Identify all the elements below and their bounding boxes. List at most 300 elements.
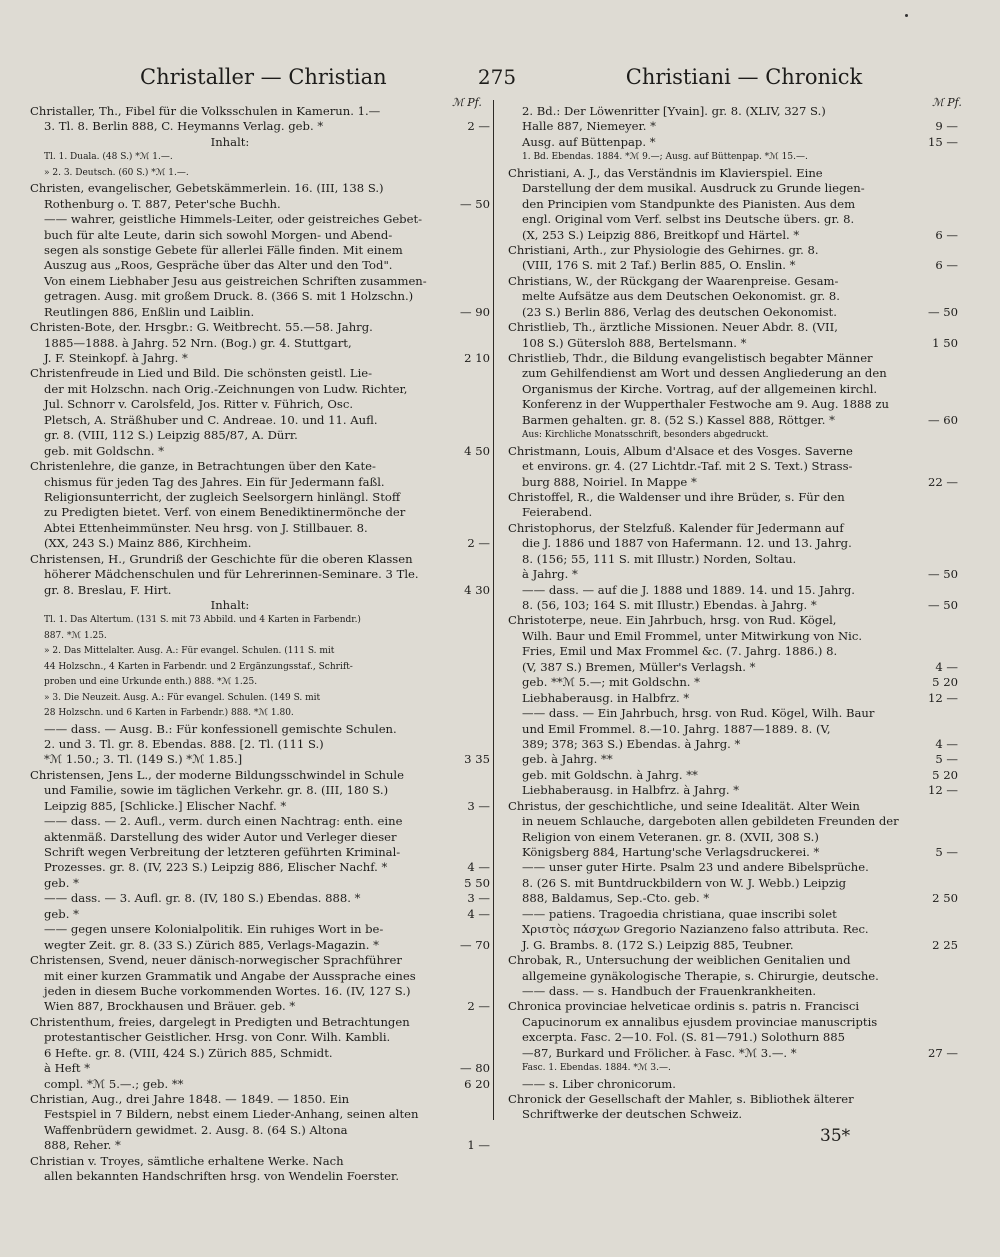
- entry-text: —— wahrer, geistliche Himmels-Leiter, oder geistreiches Gebet-: [44, 212, 423, 227]
- entry-text: den Principien vom Standpunkte des Pianisten. Aus dem: [522, 196, 856, 211]
- entry-text: geb. mit Goldschn. *: [44, 443, 165, 458]
- catalog-line: [508, 783, 958, 798]
- entry-text: 8. (156; 55, 111 S. mit Illustr.) Norden, Soltau.: [522, 551, 797, 566]
- entry-text: » 2. Das Mittelalter. Ausg. A.: Für evangel. Schulen. (111 S. mit: [44, 646, 335, 657]
- price: 2 10: [464, 351, 490, 365]
- catalog-line: [508, 552, 958, 567]
- entry-text: 28 Holzschn. und 6 Karten in Farbendr.) 888. *ℳ 1.80.: [44, 708, 294, 719]
- page-number: 275: [477, 65, 517, 89]
- entry-text: Christensen, Svend, neuer dänisch-norwegischer Sprachführer: [30, 953, 402, 968]
- catalog-line: [508, 382, 958, 397]
- entry-text: —— dass. — 2. Aufl., verm. durch einen Nachtrag: enth. eine: [44, 814, 403, 829]
- currency-header-left: ℳ Pf.: [452, 96, 482, 109]
- entry-text: à Jahrg. *: [522, 567, 578, 582]
- price: 2 —: [467, 119, 490, 134]
- price: 3 35: [464, 752, 490, 767]
- price: 5 20: [932, 767, 958, 782]
- entry-text: protestantischer Geistlicher. Hrsg. von Conr. Wilh. Kambli.: [44, 1030, 391, 1045]
- catalog-line: [30, 305, 490, 320]
- catalog-line: [30, 166, 490, 181]
- catalog-line: [30, 907, 490, 922]
- entry-text: Inhalt:: [210, 134, 250, 149]
- entry-text: 6 Hefte. gr. 8. (VIII, 424 S.) Zürich 885, Schmidt.: [44, 1045, 333, 1060]
- entry-text: höherer Mädchenschulen und für Lehrerinnen-Seminare. 3 Tle.: [44, 567, 419, 582]
- catalog-line: [508, 752, 958, 767]
- catalog-line: [30, 1030, 490, 1045]
- catalog-line: [508, 999, 958, 1014]
- catalog-line: [508, 475, 958, 490]
- catalog-line: [30, 1154, 490, 1169]
- catalog-line: [508, 675, 958, 690]
- price: 22 —: [927, 474, 958, 489]
- entry-text: (V, 387 S.) Bremen, Müller's Verlagsh. *: [522, 659, 756, 674]
- entry-text: Jul. Schnorr v. Carolsfeld, Jos. Ritter v. Führich, Osc.: [44, 397, 353, 412]
- signature-mark: 35*: [820, 1126, 851, 1146]
- catalog-line: [508, 305, 958, 320]
- catalog-line: [508, 228, 958, 243]
- catalog-line: [508, 660, 958, 675]
- catalog-line: [30, 999, 490, 1014]
- entry-text: —— unser guter Hirte. Psalm 23 und andere Bibelsprüche.: [522, 860, 869, 875]
- entry-text: der mit Holzschn. nach Orig.-Zeichnungen von Ludw. Richter,: [44, 381, 408, 396]
- entry-text: chismus für jeden Tag des Jahres. Ein für Jedermann faßl.: [44, 474, 385, 489]
- catalog-line: [508, 814, 958, 829]
- entry-text: Wien 887, Brockhausen und Bräuer. geb. *: [44, 999, 296, 1014]
- catalog-line: [508, 351, 958, 366]
- catalog-line: [508, 1077, 958, 1092]
- entry-text: (VIII, 176 S. mit 2 Taf.) Berlin 885, O. Enslin. *: [522, 258, 796, 273]
- catalog-line: [30, 922, 490, 937]
- catalog-line: [508, 891, 958, 906]
- catalog-line: [30, 505, 490, 520]
- catalog-line: [508, 258, 958, 273]
- entry-text: Christensen, Jens L., der moderne Bildungsschwindel in Schule: [30, 767, 405, 782]
- catalog-line: [30, 397, 490, 412]
- catalog-line: [508, 1015, 958, 1030]
- catalog-line: [30, 135, 490, 150]
- price: 5 —: [935, 752, 958, 767]
- catalog-line: [30, 799, 490, 814]
- price: — 90: [459, 304, 490, 319]
- catalog-line: [30, 1107, 490, 1122]
- entry-text: 389; 378; 363 S.) Ebendas. à Jahrg. *: [522, 736, 741, 751]
- catalog-line: [508, 567, 958, 582]
- catalog-line: [508, 830, 958, 845]
- entry-text: —— s. Liber chronicorum.: [522, 1076, 676, 1091]
- entry-text: in neuem Schlauche, dargeboten allen gebildeten Freunden der: [522, 814, 899, 829]
- entry-text: gr. 8. (VIII, 112 S.) Leipzig 885/87, A. Dürr.: [44, 428, 298, 443]
- entry-text: 2. Bd.: Der Löwenritter [Yvain]. gr. 8. (XLIV, 327 S.): [522, 104, 826, 118]
- catalog-line: [508, 320, 958, 335]
- running-head-left: Christaller — Christian: [140, 65, 387, 89]
- entry-text: proben und eine Urkunde enth.) 888. *ℳ 1.25.: [44, 677, 258, 688]
- entry-text: Christian v. Troyes, sämtliche erhaltene Werke. Nach: [30, 1153, 344, 1168]
- price: 27 —: [927, 1045, 958, 1060]
- catalog-line: [30, 860, 490, 875]
- price: 4 30: [464, 582, 490, 597]
- catalog-line: [508, 845, 958, 860]
- catalog-line: [30, 953, 490, 968]
- catalog-line: [30, 197, 490, 212]
- catalog-line: [30, 428, 490, 443]
- entry-text: Inhalt:: [210, 598, 250, 612]
- catalog-line: [30, 552, 490, 567]
- entry-text: Schrift wegen Verbreitung der letzteren geführten Kriminal-: [44, 845, 401, 859]
- catalog-line: [30, 660, 490, 675]
- catalog-line: [508, 521, 958, 536]
- catalog-line: [30, 351, 490, 366]
- catalog-line: [30, 1046, 490, 1061]
- right-column: [508, 104, 958, 1123]
- entry-text: Pletsch, A. Sträßhuber und C. Andreae. 10. und 11. Aufl.: [44, 412, 378, 427]
- entry-text: —87, Burkard und Frölicher. à Fasc. *ℳ 3.—. *: [522, 1045, 797, 1060]
- entry-text: Christlieb, Thdr., die Bildung evangelistisch begabter Männer: [508, 351, 873, 365]
- catalog-line: [30, 598, 490, 613]
- entry-text: Christaller, Th., Fibel für die Volksschulen in Kamerun. 1.—: [30, 104, 381, 118]
- entry-text: Religion von einem Veteranen. gr. 8. (XVII, 308 S.): [522, 829, 819, 844]
- entry-text: J. G. Brambs. 8. (172 S.) Leipzig 885, Teubner.: [522, 937, 794, 952]
- entry-text: 888, Reher. *: [44, 1138, 121, 1153]
- catalog-line: [30, 830, 490, 845]
- catalog-line: [30, 104, 490, 119]
- catalog-line: [508, 243, 958, 258]
- entry-text: (23 S.) Berlin 886, Verlag des deutschen Oekonomist.: [522, 304, 837, 319]
- entry-text: Christen-Bote, der. Hrsgbr.: G. Weitbrecht. 55.—58. Jahrg.: [30, 320, 373, 335]
- entry-text: Ausg. auf Büttenpap. *: [522, 134, 656, 149]
- entry-text: —— dass. — Ausg. B.: Für konfessionell gemischte Schulen.: [44, 721, 397, 736]
- entry-text: —— gegen unsere Kolonialpolitik. Ein ruhiges Wort in be-: [44, 922, 384, 937]
- catalog-line: [30, 150, 490, 165]
- catalog-line: [508, 459, 958, 474]
- entry-text: et environs. gr. 4. (27 Lichtdr.-Taf. mit 2 S. Text.) Strass-: [522, 459, 853, 474]
- entry-text: Christenfreude in Lied und Bild. Die schönsten geistl. Lie-: [30, 366, 373, 381]
- entry-text: 888, Baldamus, Sep.-Cto. geb. *: [522, 891, 710, 906]
- catalog-line: [508, 583, 958, 598]
- entry-text: und Emil Frommel. 8.—10. Jahrg. 1887—1889. 8. (V,: [522, 721, 831, 736]
- catalog-line: [30, 845, 490, 860]
- entry-text: Chrobak, R., Untersuchung der weiblichen Genitalien und: [508, 953, 851, 968]
- price: — 50: [927, 304, 958, 319]
- entry-text: Capucinorum ex annalibus ejusdem provinciae manuscriptis: [522, 1014, 878, 1029]
- entry-text: Rothenburg o. T. 887, Peter'sche Buchh.: [44, 196, 281, 211]
- catalog-line: [508, 166, 958, 181]
- catalog-line: [30, 475, 490, 490]
- catalog-line: [30, 382, 490, 397]
- catalog-line: [508, 1107, 958, 1122]
- entry-text: Waffenbrüdern gewidmet. 2. Ausg. 8. (64 S.) Altona: [44, 1122, 348, 1137]
- entry-text: Tl. 1. Duala. (48 S.) *ℳ 1.—.: [44, 152, 173, 163]
- price: 5 50: [464, 875, 490, 890]
- price: 6 20: [464, 1076, 490, 1091]
- catalog-line: [30, 891, 490, 906]
- entry-text: Abtei Ettenheimmünster. Neu hrsg. von J. Stillbauer. 8.: [44, 520, 368, 535]
- entry-text: —— dass. — Ein Jahrbuch, hrsg. von Rud. Kögel, Wilh. Baur: [522, 706, 875, 721]
- entry-text: Von einem Liebhaber Jesu aus geistreichen Schriften zusammen-: [44, 273, 427, 288]
- entry-text: Tl. 1. Das Altertum. (131 S. mit 73 Abbild. und 4 Karten in Farbendr.): [44, 615, 361, 626]
- entry-text: Feierabend.: [522, 505, 593, 520]
- catalog-line: [508, 1092, 958, 1107]
- catalog-line: [508, 799, 958, 814]
- entry-text: Christlieb, Th., ärztliche Missionen. Neuer Abdr. 8. (VII,: [508, 320, 838, 335]
- catalog-line: [30, 722, 490, 737]
- entry-text: geb. *: [44, 875, 79, 890]
- entry-text: J. F. Steinkopf. à Jahrg. *: [44, 351, 188, 365]
- column-divider: [493, 100, 494, 1120]
- catalog-line: [508, 722, 958, 737]
- entry-text: Christophorus, der Stelzfuß. Kalender für Jedermann auf: [508, 520, 844, 535]
- entry-text: Halle 887, Niemeyer. *: [522, 119, 656, 134]
- entry-text: jeden in diesem Buche vorkommenden Wortes. 16. (IV, 127 S.): [44, 983, 411, 998]
- entry-text: Königsberg 884, Hartung'sche Verlagsdruckerei. *: [522, 845, 820, 859]
- entry-text: Christoterpe, neue. Ein Jahrbuch, hrsg. von Rud. Kögel,: [508, 613, 837, 628]
- catalog-line: [508, 289, 958, 304]
- entry-text: mit einer kurzen Grammatik und Angabe der Aussprache eines: [44, 968, 416, 983]
- currency-header-right: ℳ Pf.: [932, 96, 962, 109]
- entry-text: Christian, Aug., drei Jahre 1848. — 1849. — 1850. Ein: [30, 1092, 350, 1106]
- catalog-line: [508, 629, 958, 644]
- price: 2 —: [467, 536, 490, 551]
- catalog-line: [508, 104, 958, 119]
- catalog-line: [30, 629, 490, 644]
- entry-text: Christians, W., der Rückgang der Waarenpreise. Gesam-: [508, 273, 839, 288]
- price: 12 —: [927, 690, 958, 705]
- entry-text: *ℳ 1.50.; 3. Tl. (149 S.) *ℳ 1.85.]: [44, 752, 243, 767]
- entry-text: und Familie, sowie im täglichen Verkehr. gr. 8. (III, 180 S.): [44, 783, 389, 798]
- catalog-line: [508, 922, 958, 937]
- catalog-line: [30, 768, 490, 783]
- catalog-line: [508, 536, 958, 551]
- entry-text: getragen. Ausg. mit großem Druck. 8. (366 S. mit 1 Holzschn.): [44, 289, 414, 304]
- catalog-line: [508, 336, 958, 351]
- catalog-line: [30, 613, 490, 628]
- catalog-line: [508, 428, 958, 443]
- entry-text: 108 S.) Gütersloh 888, Bertelsmann. *: [522, 335, 747, 350]
- price: — 60: [927, 412, 958, 427]
- catalog-line: [30, 1123, 490, 1138]
- entry-text: —— patiens. Tragoedia christiana, quae inscribi solet: [522, 906, 837, 921]
- catalog-line: [508, 444, 958, 459]
- catalog-line: [508, 1061, 958, 1076]
- entry-text: Chronick der Gesellschaft der Mahler, s. Bibliothek älterer: [508, 1092, 854, 1106]
- price: — 70: [459, 937, 490, 952]
- catalog-line: [30, 336, 490, 351]
- entry-text: allgemeine gynäkologische Therapie, s. Chirurgie, deutsche.: [522, 968, 879, 983]
- entry-text: burg 888, Noiriel. In Mappe *: [522, 474, 697, 489]
- price: 5 —: [935, 845, 958, 859]
- catalog-line: [30, 1015, 490, 1030]
- catalog-line: [30, 1092, 490, 1107]
- left-column: [30, 104, 490, 1185]
- price: 9 —: [935, 119, 958, 134]
- entry-text: compl. *ℳ 5.—.; geb. **: [44, 1076, 184, 1091]
- catalog-line: [30, 212, 490, 227]
- entry-text: Prozesses. gr. 8. (IV, 223 S.) Leipzig 886, Elischer Nachf. *: [44, 860, 388, 875]
- entry-text: Liebhaberausg. in Halbfrz. *: [522, 690, 690, 705]
- entry-text: (X, 253 S.) Leipzig 886, Breitkopf und Härtel. *: [522, 227, 800, 242]
- catalog-line: [508, 181, 958, 196]
- price: — 50: [459, 196, 490, 211]
- entry-text: Konferenz in der Wupperthaler Festwoche am 9. Aug. 1888 zu: [522, 397, 890, 412]
- catalog-line: [30, 289, 490, 304]
- catalog-line: [508, 644, 958, 659]
- entry-text: Barmen gehalten. gr. 8. (52 S.) Kassel 888, Röttger. *: [522, 412, 835, 427]
- entry-text: geb. à Jahrg. **: [522, 752, 613, 767]
- price: — 80: [459, 1061, 490, 1076]
- catalog-line: [508, 613, 958, 628]
- catalog-line: [508, 1046, 958, 1061]
- entry-text: Aus: Kirchliche Monatsschrift, besonders abgedruckt.: [522, 430, 769, 441]
- catalog-line: [508, 397, 958, 412]
- price: 2 50: [932, 891, 958, 906]
- catalog-line: [30, 938, 490, 953]
- catalog-line: [30, 1061, 490, 1076]
- catalog-line: [30, 243, 490, 258]
- price: 4 —: [467, 906, 490, 921]
- entry-text: à Heft *: [44, 1061, 91, 1076]
- entry-text: geb. **ℳ 5.—; mit Goldschn. *: [522, 675, 700, 690]
- entry-text: —— dass. — auf die J. 1888 und 1889. 14. und 15. Jahrg.: [522, 582, 855, 597]
- catalog-line: [30, 1138, 490, 1153]
- entry-text: Christus, der geschichtliche, und seine Idealität. Alter Wein: [508, 798, 860, 813]
- catalog-line: [508, 938, 958, 953]
- catalog-line: [30, 521, 490, 536]
- entry-text: Χριστὸς πάσχων Gregorio Nazianzeno falso attributa. Rec.: [522, 922, 869, 937]
- catalog-line: [30, 320, 490, 335]
- price: 6 —: [935, 227, 958, 242]
- entry-text: Christmann, Louis, Album d'Alsace et des Vosges. Saverne: [508, 443, 853, 458]
- entry-text: Fries, Emil und Max Frommel &c. (7. Jahrg. 1886.) 8.: [522, 644, 838, 659]
- entry-text: melte Aufsätze aus dem Deutschen Oekonomist. gr. 8.: [522, 289, 840, 304]
- catalog-line: [508, 490, 958, 505]
- catalog-line: [30, 181, 490, 196]
- catalog-line: [30, 444, 490, 459]
- entry-text: 8. (26 S. mit Buntdruckbildern von W. J. Webb.) Leipzig: [522, 875, 847, 890]
- entry-text: 1885—1888. à Jahrg. 52 Nrn. (Bog.) gr. 4. Stuttgart,: [44, 335, 352, 350]
- catalog-line: [30, 258, 490, 273]
- catalog-line: [508, 274, 958, 289]
- catalog-line: [508, 876, 958, 891]
- catalog-line: [508, 984, 958, 999]
- entry-text: die J. 1886 und 1887 von Hafermann. 12. und 13. Jahrg.: [522, 536, 852, 551]
- entry-text: geb. *: [44, 906, 79, 921]
- price: 5 20: [932, 675, 958, 690]
- price: 4 50: [464, 443, 490, 458]
- entry-text: —— dass. — 3. Aufl. gr. 8. (IV, 180 S.) Ebendas. 888. *: [44, 891, 361, 906]
- catalog-line: [30, 814, 490, 829]
- catalog-line: [30, 984, 490, 999]
- entry-text: Organismus der Kirche. Vortrag, auf der allgemeinen kirchl.: [522, 381, 878, 396]
- catalog-line: [30, 783, 490, 798]
- price: 6 —: [935, 258, 958, 273]
- price: 3 —: [467, 891, 490, 906]
- entry-text: 1. Bd. Ebendas. 1884. *ℳ 9.—; Ausg. auf Büttenpap. *ℳ 15.—.: [522, 152, 808, 163]
- price: 4 —: [935, 736, 958, 751]
- price: 3 —: [467, 798, 490, 813]
- catalog-line: [30, 1077, 490, 1092]
- entry-text: aktenmäß. Darstellung des wider Autor und Verleger dieser: [44, 829, 397, 844]
- catalog-line: [30, 752, 490, 767]
- entry-text: wegter Zeit. gr. 8. (33 S.) Zürich 885, Verlags-Magazin. *: [44, 937, 379, 952]
- entry-text: Festspiel in 7 Bildern, nebst einem Lieder-Anhang, seinen alten: [44, 1107, 419, 1122]
- entry-text: Fasc. 1. Ebendas. 1884. *ℳ 3.—.: [522, 1063, 671, 1074]
- entry-text: zum Gehilfendienst am Wort und dessen Angliederung an den: [522, 366, 887, 381]
- catalog-line: [508, 907, 958, 922]
- entry-text: zu Predigten bietet. Verf. von einem Benediktinermönche der: [44, 505, 406, 520]
- entry-text: Religionsunterricht, der zugleich Seelsorgern hinlängl. Stoff: [44, 489, 401, 504]
- catalog-line: [508, 366, 958, 381]
- entry-text: —— dass. — s. Handbuch der Frauenkrankheiten.: [522, 983, 817, 998]
- catalog-line: [30, 274, 490, 289]
- price: 4 —: [467, 860, 490, 875]
- entry-text: 3. Tl. 8. Berlin 888, C. Heymanns Verlag. geb. *: [44, 119, 324, 134]
- entry-text: Christoffel, R., die Waldenser und ihre Brüder, s. Für den: [508, 489, 845, 504]
- catalog-line: [508, 860, 958, 875]
- entry-text: 44 Holzschn., 4 Karten in Farbendr. und 2 Ergänzungsstaf., Schrift-: [44, 661, 353, 672]
- entry-text: Leipzig 885, [Schlicke.] Elischer Nachf. *: [44, 798, 287, 813]
- catalog-line: [30, 691, 490, 706]
- entry-text: Liebhaberausg. in Halbfrz. à Jahrg. *: [522, 783, 740, 798]
- price: 2 25: [932, 937, 958, 952]
- entry-text: Reutlingen 886, Enßlin und Laiblin.: [44, 304, 255, 319]
- price: 1 —: [467, 1138, 490, 1153]
- catalog-line: [30, 583, 490, 598]
- entry-text: Christiani, A. J., das Verständnis im Klavierspiel. Eine: [508, 165, 823, 180]
- catalog-line: [508, 706, 958, 721]
- entry-text: Christenlehre, die ganze, in Betrachtungen über den Kate-: [30, 459, 376, 474]
- price: — 50: [927, 598, 958, 612]
- catalog-line: [30, 490, 490, 505]
- entry-text: excerpta. Fasc. 2—10. Fol. (S. 81—791.) Solothurn 885: [522, 1030, 846, 1045]
- entry-text: buch für alte Leute, darin sich sowohl Morgen- und Abend-: [44, 227, 393, 242]
- entry-text: Christiani, Arth., zur Physiologie des Gehirnes. gr. 8.: [508, 242, 819, 257]
- catalog-line: [508, 413, 958, 428]
- entry-text: 8. (56, 103; 164 S. mit Illustr.) Ebendas. à Jahrg. *: [522, 598, 817, 612]
- price: 2 —: [467, 999, 490, 1014]
- catalog-line: [508, 737, 958, 752]
- price: 4 —: [935, 659, 958, 674]
- entry-text: geb. mit Goldschn. à Jahrg. **: [522, 767, 698, 782]
- entry-text: » 3. Die Neuzeit. Ausg. A.: Für evangel. Schulen. (149 S. mit: [44, 692, 321, 703]
- catalog-line: [30, 413, 490, 428]
- catalog-line: [30, 737, 490, 752]
- entry-text: Chronica provinciae helveticae ordinis s. patris n. Francisci: [508, 999, 860, 1014]
- catalog-line: [30, 536, 490, 551]
- catalog-line: [508, 598, 958, 613]
- catalog-line: [30, 644, 490, 659]
- entry-text: » 2. 3. Deutsch. (60 S.) *ℳ 1.—.: [44, 167, 189, 178]
- paper-speck: [905, 14, 908, 17]
- price: — 50: [927, 567, 958, 582]
- entry-text: Auszug aus „Roos, Gespräche über das Alter und den Tod".: [44, 258, 393, 273]
- catalog-line: [30, 459, 490, 474]
- entry-text: Christen, evangelischer, Gebetskämmerlein. 16. (III, 138 S.): [30, 181, 384, 196]
- price: 12 —: [927, 783, 958, 798]
- entry-text: 887. *ℳ 1.25.: [44, 630, 107, 641]
- price: 1 50: [932, 335, 958, 350]
- entry-text: 2. und 3. Tl. gr. 8. Ebendas. 888. [2. Tl. (111 S.): [44, 736, 324, 751]
- entry-text: Christenthum, freies, dargelegt in Predigten und Betrachtungen: [30, 1014, 410, 1029]
- catalog-line: [508, 119, 958, 134]
- catalog-line: [508, 197, 958, 212]
- price: 15 —: [927, 134, 958, 149]
- catalog-line: [508, 212, 958, 227]
- catalog-line: [30, 1169, 490, 1184]
- entry-text: allen bekannten Handschriften hrsg. von Wendelin Foerster.: [44, 1169, 400, 1184]
- catalog-line: [30, 366, 490, 381]
- entry-text: engl. Original vom Verf. selbst ins Deutsche übers. gr. 8.: [522, 212, 855, 227]
- catalog-line: [30, 228, 490, 243]
- catalog-line: [30, 567, 490, 582]
